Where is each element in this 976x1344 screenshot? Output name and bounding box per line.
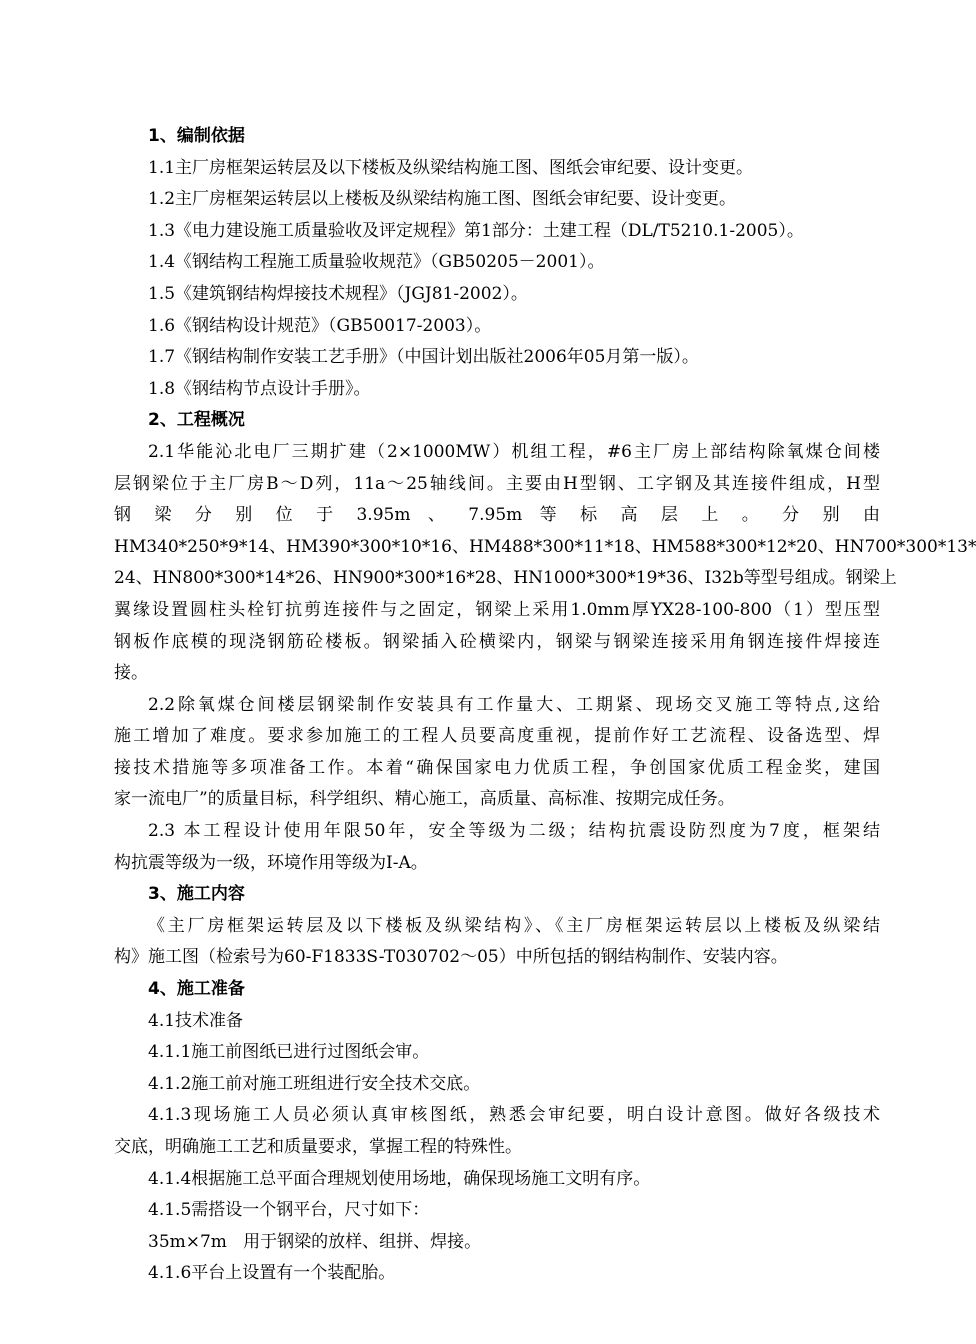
preparation-line: 4.1.6平台上设置有一个装配胎。	[148, 1263, 396, 1284]
overview-line: 2.1华能沁北电厂三期扩建（2×1000MW）机组工程，#6主厂房上部结构除氧煤仓间楼	[148, 441, 880, 462]
overview-line: HM340*250*9*14、HM390*300*10*16、HM488*300*11*18、HM588*300*12*20、HN700*300*13*	[114, 536, 976, 557]
preparation-line: 4.1.2施工前对施工班组进行安全技术交底。	[148, 1073, 481, 1094]
section-heading-preparation: 4、施工准备	[148, 979, 245, 1000]
section-heading-basis: 1、编制依据	[148, 126, 245, 146]
overview-line: 2.2除氧煤仓间楼层钢梁制作安装具有工作量大、工期紧、现场交叉施工等特点,这给	[148, 694, 880, 715]
overview-line: 接技术措施等多项准备工作。本着“确保国家电力优质工程，争创国家优质工程金奖，建国	[114, 757, 880, 778]
overview-line: 钢板作底模的现浇钢筋砼楼板。钢梁插入砼横梁内，钢梁与钢梁连接采用角钢连接件焊接连	[114, 631, 880, 652]
preparation-line: 4.1.4根据施工总平面合理规划使用场地，确保现场施工文明有序。	[148, 1168, 651, 1189]
basis-item: 1.1主厂房框架运转层及以下楼板及纵梁结构施工图、图纸会审纪要、设计变更。	[148, 157, 754, 178]
overview-line: 钢 梁 分 别 位 于 3.95m 、 7.95m 等 标 高 层 上 。 分 别 由	[114, 505, 880, 526]
basis-item: 1.2主厂房框架运转层以上楼板及纵梁结构施工图、图纸会审纪要、设计变更。	[148, 189, 737, 210]
preparation-line: 4.1.5需搭设一个钢平台，尺寸如下：	[148, 1200, 430, 1221]
overview-line: 接。	[114, 663, 148, 684]
basis-item: 1.5《建筑钢结构焊接技术规程》（JGJ81-2002）。	[148, 283, 528, 304]
overview-line: 家一流电厂”的质量目标，科学组织、精心施工，高质量、高标准、按期完成任务。	[114, 789, 735, 810]
basis-item: 1.4《钢结构工程施工质量验收规范》（GB50205－2001）。	[148, 252, 605, 273]
preparation-line: 交底，明确施工工艺和质量要求，掌握工程的特殊性。	[114, 1137, 522, 1157]
basis-item: 1.6《钢结构设计规范》（GB50017-2003）。	[148, 315, 492, 336]
basis-item: 1.7《钢结构制作安装工艺手册》（中国计划出版社2006年05月第一版）。	[148, 347, 699, 368]
preparation-line: 4.1.3现场施工人员必须认真审核图纸，熟悉会审纪要，明白设计意图。做好各级技术	[148, 1105, 880, 1126]
overview-line: 施工增加了难度。要求参加施工的工程人员要高度重视，提前作好工艺流程、设备选型、焊	[114, 726, 880, 747]
preparation-line: 4.1技术准备	[148, 1010, 244, 1031]
overview-line: 24、HN800*300*14*26、HN900*300*16*28、HN1000*300*19*36、I32b等型号组成。钢梁上	[114, 568, 897, 589]
preparation-line: 35m×7m 用于钢梁的放样、组拼、焊接。	[148, 1231, 482, 1252]
section-heading-overview: 2、工程概况	[148, 410, 245, 431]
basis-item: 1.3《电力建设施工质量验收及评定规程》第1部分：土建工程（DL/T5210.1-2005）。	[148, 220, 804, 241]
basis-item: 1.8《钢结构节点设计手册》。	[148, 378, 371, 399]
overview-line: 层钢梁位于主厂房B～D列，11a～25轴线间。主要由H型钢、工字钢及其连接件组成，H型	[114, 473, 880, 494]
section-heading-content: 3、施工内容	[148, 884, 245, 905]
overview-line: 翼缘设置圆柱头栓钉抗剪连接件与之固定，钢梁上采用1.0mm厚YX28-100-800（1）型压型	[114, 599, 880, 620]
overview-line: 2.3 本工程设计使用年限50年，安全等级为二级；结构抗震设防烈度为7度，框架结	[148, 821, 880, 842]
overview-line: 构抗震等级为一级，环境作用等级为I-A。	[114, 852, 428, 873]
preparation-line: 4.1.1施工前图纸已进行过图纸会审。	[148, 1042, 430, 1063]
content-line: 《主厂房框架运转层及以下楼板及纵梁结构》、《主厂房框架运转层以上楼板及纵梁结	[148, 915, 880, 936]
content-line: 构》施工图（检索号为60-F1833S-T030702～05）中所包括的钢结构制作、安装内容。	[114, 947, 788, 968]
